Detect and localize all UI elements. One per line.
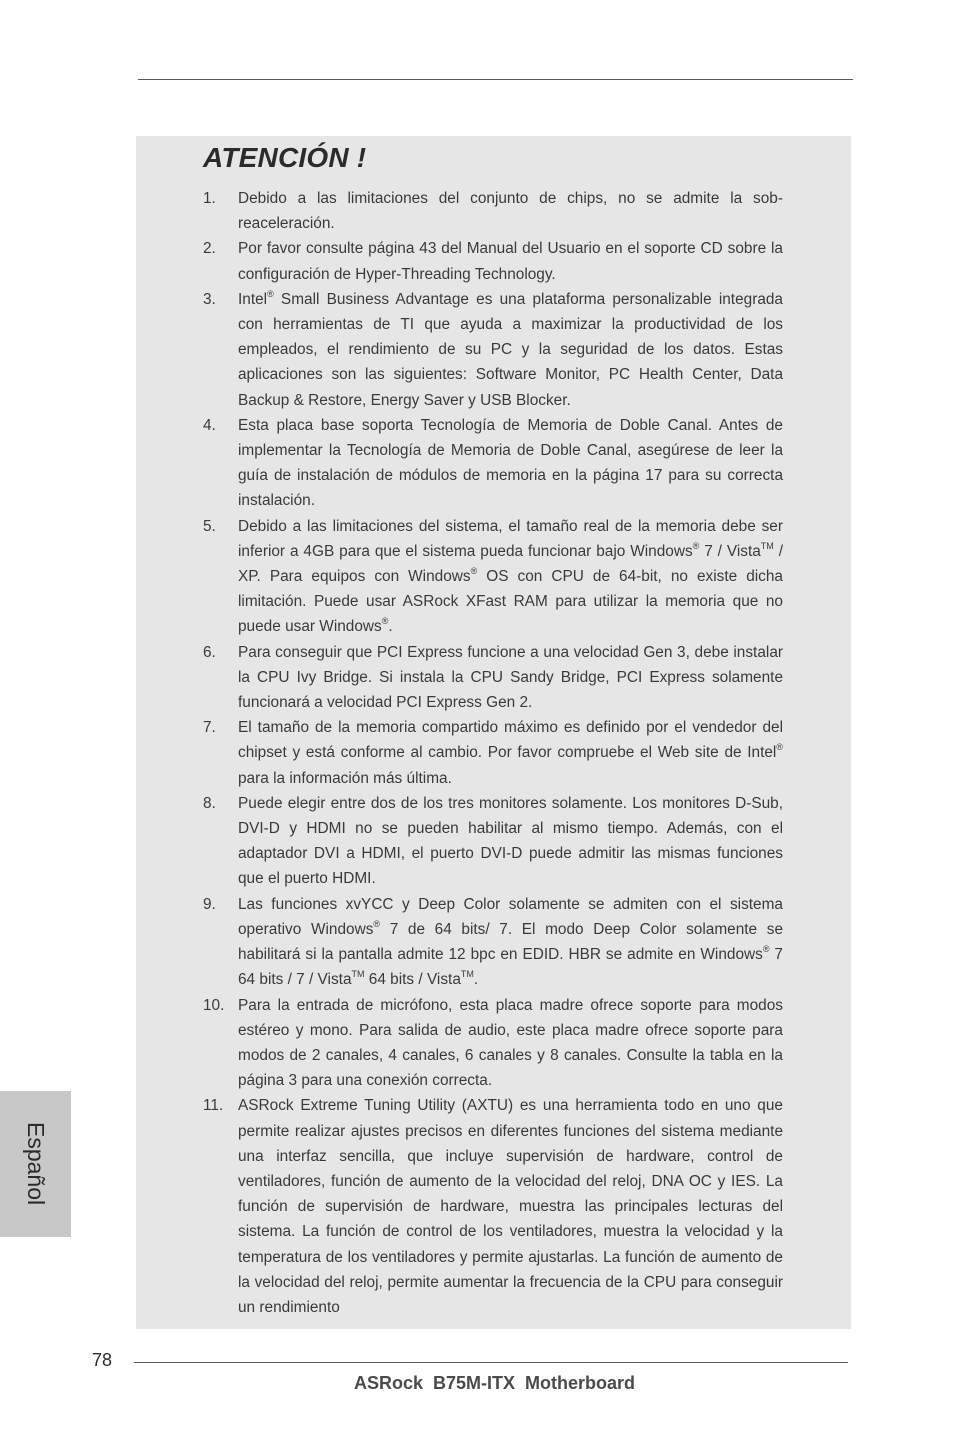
note-text-segment: para la información más última. bbox=[238, 769, 452, 787]
note-text bbox=[238, 240, 783, 282]
trademark-mark: ® bbox=[762, 943, 770, 954]
note-item bbox=[203, 287, 783, 413]
trademark-mark: ® bbox=[381, 616, 389, 627]
note-item bbox=[203, 715, 783, 791]
note-text-segment: ASRock Extreme Tuning Utility (AXTU) es una herramienta todo en uno que permite realizar ajustes precisos en diferentes funciones del sistema mediante una interfaz sencilla, que incluye supervisión de hardware, control de ventiladores, función de aumento de la velocidad del reloj, DNA OC y IES. La función de supervisión de hardware, muestra las principales lecturas del sistema. La función de control de los ventiladores, muestra la velocidad y la temperatura de los ventiladores y permite ajustarlas. La función de aumento de la velocidad del reloj, permite aumentar la frecuencia de la CPU para conseguir un rendimiento bbox=[238, 1097, 783, 1316]
note-item bbox=[203, 514, 783, 640]
top-rule bbox=[138, 79, 853, 80]
trademark-mark: ® bbox=[267, 288, 274, 299]
note-number: 10. bbox=[203, 996, 225, 1014]
note-item bbox=[203, 186, 783, 236]
note-text bbox=[238, 417, 783, 510]
note-text bbox=[238, 795, 783, 888]
note-number: 3. bbox=[203, 290, 216, 308]
note-text bbox=[238, 518, 783, 636]
note-text bbox=[238, 288, 783, 409]
note-item bbox=[203, 640, 783, 716]
bottom-rule bbox=[134, 1362, 848, 1363]
note-number: 2. bbox=[203, 240, 216, 258]
note-number: 11. bbox=[203, 1097, 224, 1115]
note-text-segment: . bbox=[473, 971, 479, 989]
note-text-segment: Debido a las limitaciones del conjunto de chips, no se admite la sobreaceleración. bbox=[238, 190, 783, 233]
note-text-segment: Esta placa base soporta Tecnología de Memoria de Doble Canal. Antes de implementar la Tecnología de Memoria de Doble Canal, asegúrese de leer la guía de instalación de módulos de memoria en la página 17 para su correcta instalación. bbox=[238, 416, 783, 510]
note-text bbox=[238, 1097, 783, 1316]
note-text-segment: Debido a las limitaciones del sistema, el tamaño real de la memoria debe ser inferior a 4GB para que el sistema pueda funcionar bajo Windows bbox=[238, 517, 783, 560]
notes-list bbox=[203, 186, 783, 1320]
note-text-segment: Para conseguir que PCI Express funcione a una velocidad Gen 3, debe instalar la CPU Ivy Bridge. Si instala la CPU Sandy Bridge, PCI Express solamente funcionará a velocidad PCI Express Gen 2. bbox=[238, 643, 783, 712]
note-number: 4. bbox=[203, 416, 216, 434]
note-text-segment: OS con CPU de 64-bit, no existe dicha limitación. Puede usar ASRock XFast RAM para utilizar la memoria que no puede usar Windows bbox=[238, 568, 783, 636]
note-text-segment: Puede elegir entre dos de los tres monitores solamente. Los monitores D-Sub, DVI-D y HDMI no se pueden habilitar al mismo tiempo. Además, con el adaptador DVI a HDMI, el puerto DVI-D puede admitir las mismas funciones que el puerto HDMI. bbox=[238, 794, 783, 888]
note-text-segment: Por favor consulte página 43 del Manual del Usuario en el soporte CD sobre la configuración de Hyper-Threading Technology. bbox=[238, 240, 783, 283]
note-text bbox=[238, 896, 783, 989]
note-number: 5. bbox=[203, 517, 216, 535]
note-text-segment: . bbox=[388, 618, 393, 636]
trademark-mark: ® bbox=[373, 918, 381, 929]
trademark-mark: ® bbox=[776, 742, 783, 753]
page-title: ATENCIÓN ! bbox=[203, 142, 367, 173]
attention-panel bbox=[136, 136, 851, 1329]
note-text-segment: 7 de 64 bits/ 7. El modo Deep Color solamente se habilitará si la pantalla admite 12 bpc en EDID. HBR se admite en Windows bbox=[238, 920, 784, 964]
note-text bbox=[238, 719, 783, 786]
trademark-mark: ® bbox=[692, 540, 700, 551]
trademark-mark: ® bbox=[470, 565, 478, 576]
note-number: 8. bbox=[203, 794, 216, 812]
page-number: 78 bbox=[92, 1350, 113, 1370]
note-text-segment: Small Business Advantage es una plataforma personalizable integrada con herramientas de TI que ayuda a maximizar la productividad de los empleados, el rendimiento de su PC y la seguridad de los datos. Estas aplicaciones son las siguientes: Software Monitor, PC Health Center, Data Backup & Restore, Energy Saver y USB Blocker. bbox=[238, 290, 783, 409]
trademark-mark: TM bbox=[760, 540, 774, 551]
note-text-segment: Las funciones xvYCC y Deep Color solamente se admiten con el sistema operativo Windows bbox=[238, 895, 783, 938]
trademark-mark: TM bbox=[351, 969, 365, 980]
note-text bbox=[238, 997, 783, 1090]
note-number: 7. bbox=[203, 719, 216, 737]
note-item bbox=[203, 413, 783, 514]
note-text-segment: 64 bits / Vista bbox=[364, 971, 461, 989]
note-text-segment: / XP. Para equipos con Windows bbox=[238, 542, 783, 586]
note-text-segment: El tamaño de la memoria compartido máximo es definido por el vendedor del chipset y está conforme al cambio. Por favor compruebe el Web site de Intel bbox=[238, 719, 783, 762]
note-text-segment: Intel bbox=[238, 290, 268, 308]
note-text-segment: 7 / Vista bbox=[699, 542, 761, 560]
footer-product-name: ASRock B75M-ITX Motherboard bbox=[354, 1373, 636, 1393]
note-text-segment: Para la entrada de micrófono, esta placa madre ofrece soporte para modos estéreo y mono. Para salida de audio, este placa madre ofrece soporte para modos de 2 canales, 4 canales, 6 canales y 8 canales. Consulte la tabla en la página 3 para una conexión correcta. bbox=[238, 996, 783, 1090]
note-number: 9. bbox=[203, 895, 216, 913]
note-text bbox=[238, 190, 783, 232]
note-number: 6. bbox=[203, 643, 216, 661]
note-item bbox=[203, 1093, 783, 1320]
note-text bbox=[238, 644, 783, 711]
note-item bbox=[203, 236, 783, 286]
note-item bbox=[203, 892, 783, 993]
trademark-mark: TM bbox=[460, 969, 474, 980]
language-tab-label: Español bbox=[23, 1122, 49, 1206]
note-item bbox=[203, 791, 783, 892]
note-number: 1. bbox=[203, 190, 216, 207]
note-item bbox=[203, 993, 783, 1094]
note-text-segment: 7 64 bits / 7 / Vista bbox=[238, 946, 783, 989]
